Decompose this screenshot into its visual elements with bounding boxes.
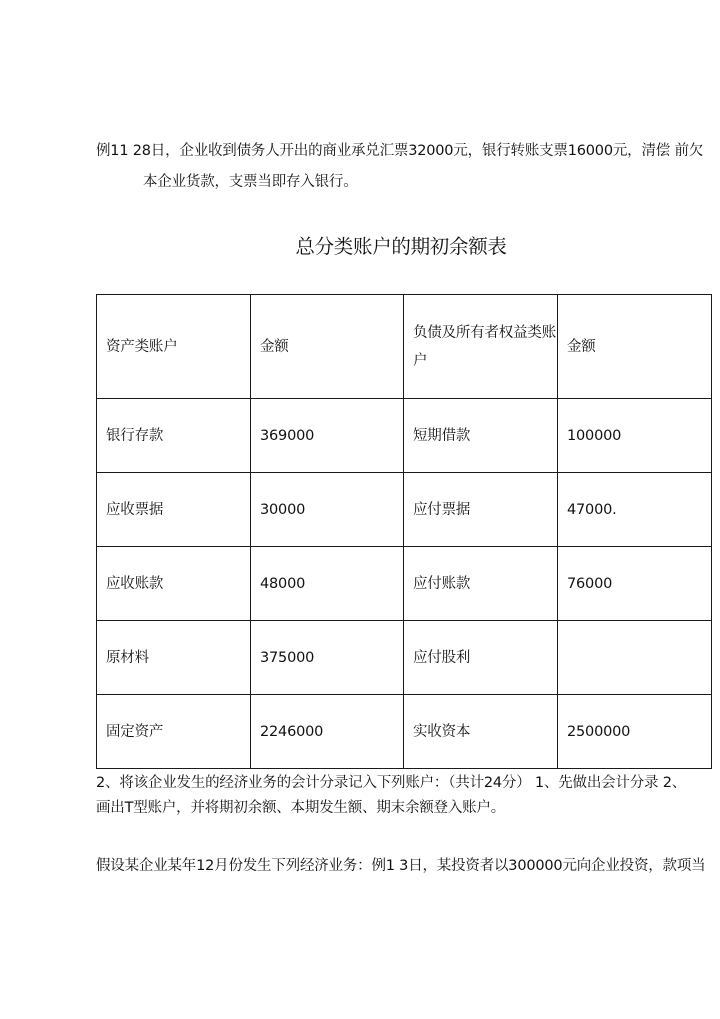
table-row: [97, 473, 712, 547]
asset-amount-cell: 48000: [251, 547, 404, 621]
example-11-text-line-1: 例11 28日，企业收到债务人开出的商业承兑汇票32000元，银行转账支票16000元，清偿 前欠: [96, 143, 704, 159]
liability-account-cell: 短期借款: [404, 399, 558, 473]
asset-account-cell: 固定资产: [97, 695, 251, 769]
asset-amount-cell: 30000: [251, 473, 404, 547]
header-liability-equity-account: 负债及所有者权益类账户: [404, 295, 558, 399]
table-header-row: [97, 295, 712, 399]
table-row: [97, 547, 712, 621]
liability-amount-cell: 76000: [558, 547, 712, 621]
asset-account-cell: 应收票据: [97, 473, 251, 547]
header-asset-account: 资产类账户: [97, 295, 251, 399]
opening-balance-table: [96, 294, 712, 769]
table-row: [97, 695, 712, 769]
asset-account-cell: 应收账款: [97, 547, 251, 621]
liability-amount-cell: 100000: [558, 399, 712, 473]
header-asset-amount: 金额: [251, 295, 404, 399]
instructions-line-2: 画出T型账户，并将期初余额、本期发生额、期末余额登入账户。: [96, 800, 506, 816]
instructions-line-1: 2、将该企业发生的经济业务的会计分录记入下列账户：（共计24分） 1、先做出会计分录 2、: [96, 775, 687, 791]
table-row: [97, 399, 712, 473]
example-11-text-line-2: 本企业货款，支票当即存入银行。: [143, 174, 358, 190]
asset-amount-cell: 369000: [251, 399, 404, 473]
asset-account-cell: 银行存款: [97, 399, 251, 473]
table-title: 总分类账户的期初余额表: [295, 235, 507, 258]
header-liability-amount: 金额: [558, 295, 712, 399]
asset-amount-cell: 2246000: [251, 695, 404, 769]
liability-amount-cell: 47000.: [558, 473, 712, 547]
asset-account-cell: 原材料: [97, 621, 251, 695]
liability-amount-cell: 2500000: [558, 695, 712, 769]
business-intro-line: 假设某企业某年12月份发生下列经济业务：例1 3日，某投资者以300000元向企业投资，款项当: [96, 858, 706, 874]
liability-account-cell: 实收资本: [404, 695, 558, 769]
liability-account-cell: 应付账款: [404, 547, 558, 621]
liability-account-cell: 应付票据: [404, 473, 558, 547]
asset-amount-cell: 375000: [251, 621, 404, 695]
liability-account-cell: 应付股利: [404, 621, 558, 695]
table-row: [97, 621, 712, 695]
liability-amount-cell: [558, 621, 712, 695]
